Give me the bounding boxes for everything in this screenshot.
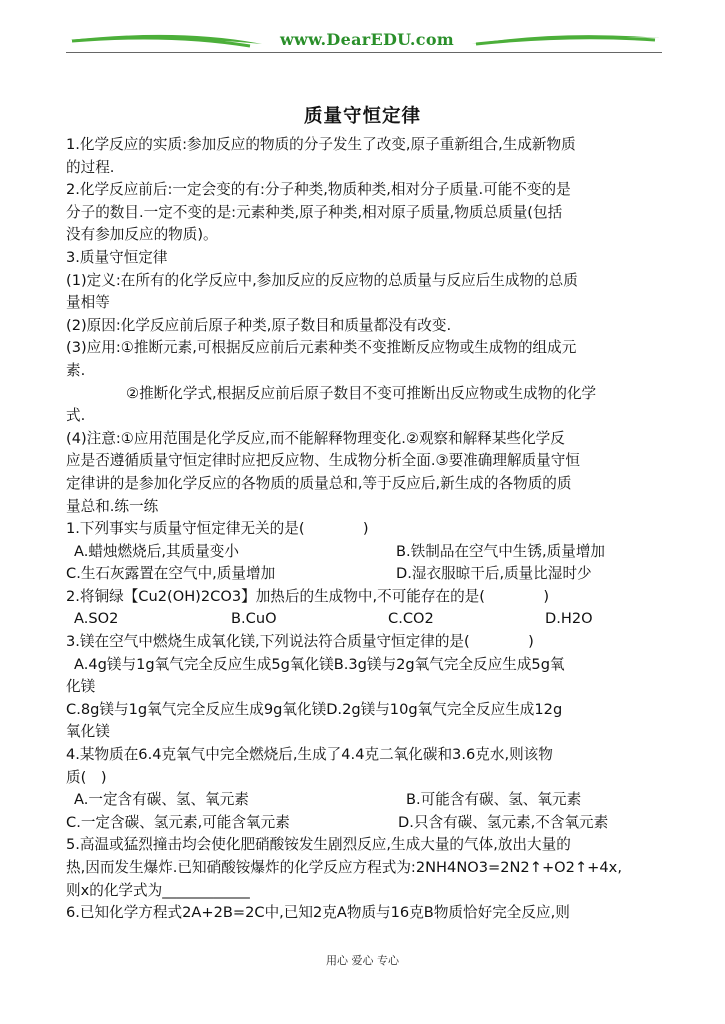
text-line: (1)定义:在所有的化学反应中,参加反应的反应物的总质量与反应后生成物的总质: [66, 271, 578, 289]
question-4-options: [66, 812, 666, 835]
text-line: 的过程.: [66, 158, 115, 176]
site-logo: www.DearEDU.com: [279, 30, 455, 49]
text-line: 3.质量守恒定律: [66, 248, 168, 266]
option-d: D.湿衣服晾干后,质量比湿时少: [396, 565, 592, 583]
question-3-options: A.4g镁与1g氧气完全反应生成5g氧化镁B.3g镁与2g氧气完全反应生成5g氧: [74, 655, 565, 673]
option-a: A.一定含有碳、氢、氧元素: [74, 791, 249, 809]
question-1: 1.下列事实与质量守恒定律无关的是( ): [66, 520, 369, 538]
text-line: 量总和.练一练: [66, 497, 159, 515]
option-a: A.蜡烛燃烧后,其质量变小: [74, 542, 239, 560]
question-1-options: [66, 563, 666, 586]
page-footer: 用心 爱心 专心: [326, 954, 399, 967]
question-2-options: [66, 608, 666, 631]
question-4: 4.某物质在6.4克氧气中完全燃烧后,生成了4.4克二氧化碳和3.6克水,则该物: [66, 746, 553, 764]
question-6: 6.已知化学方程式2A+2B=2C中,已知2克A物质与16克B物质恰好完全反应,则: [66, 904, 570, 922]
text-line: 热,因而发生爆炸.已知硝酸铵爆炸的化学反应方程式为:2NH4NO3=2N2↑+O2↑+4x,: [66, 859, 622, 876]
option-a: A.SO2: [74, 610, 119, 628]
text-line: 分子的数目.一定不变的是:元素种类,原子种类,相对原子质量,物质总质量(包括: [66, 203, 563, 221]
option-b: B.铁制品在空气中生锈,质量增加: [396, 542, 606, 560]
text-line: 式.: [66, 407, 86, 425]
option-d: D.只含有碳、氢元素,不含氧元素: [398, 813, 609, 831]
question-3: 3.镁在空气中燃烧生成氧化镁,下列说法符合质量守恒定律的是( ): [66, 633, 534, 651]
text-line: 应是否遵循质量守恒定律时应把反应物、生成物分析全面.③要准确理解质量守恒: [66, 452, 580, 470]
option-b: B.CuO: [231, 610, 277, 628]
question-2: 2.将铜绿【Cu2(OH)2CO3】加热后的生成物中,不可能存在的是( ): [66, 587, 550, 605]
question-1-options: [66, 541, 666, 564]
option-d: D.H2O: [545, 610, 593, 628]
text-line: (2)原因:化学反应前后原子种类,原子数目和质量都没有改变.: [66, 316, 452, 334]
text-line: 质( ): [66, 768, 107, 786]
text-line: 则x的化学式为____________: [66, 881, 250, 899]
text-line: ②推断化学式,根据反应前后原子数目不变可推断出反应物或生成物的化学: [126, 384, 597, 402]
text-line: 氧化镁: [66, 723, 110, 741]
text-line: 没有参加反应的物质)。: [66, 226, 218, 244]
text-line: (3)应用:①推断元素,可根据反应前后元素种类不变推断反应物或生成物的组成元: [66, 339, 577, 357]
text-line: 2.化学反应前后:一定会变的有:分子种类,物质种类,相对分子质量.可能不变的是: [66, 181, 571, 199]
page-header: [0, 0, 725, 60]
text-line: 化镁: [66, 678, 96, 696]
text-line: 定律讲的是参加化学反应的各物质的质量总和,等于反应后,新生成的各物质的质: [66, 474, 572, 492]
option-c: C.生石灰露置在空气中,质量增加: [66, 565, 276, 583]
question-4-options: [66, 789, 666, 812]
text-line: 量相等: [66, 294, 110, 312]
text-line: 1.化学反应的实质:参加反应的物质的分子发生了改变,原子重新组合,生成新物质: [66, 136, 576, 153]
text-line: (4)注意:①应用范围是化学反应,而不能解释物理变化.②观察和解释某些化学反: [66, 429, 565, 447]
option-c: C.CO2: [388, 610, 434, 628]
option-c: C.一定含碳、氢元素,可能含氧元素: [66, 813, 290, 831]
question-3-options: C.8g镁与1g氧气完全反应生成9g氧化镁D.2g镁与10g氧气完全反应生成12g: [66, 700, 563, 718]
text-line: 素.: [66, 361, 86, 379]
document-body: [66, 134, 666, 925]
page-title: 质量守恒定律: [303, 106, 421, 127]
question-5: 5.高温或猛烈撞击均会使化肥硝酸铵发生剧烈反应,生成大量的气体,放出大量的: [66, 836, 571, 854]
header-divider: [66, 52, 662, 53]
option-b: B.可能含有碳、氢、氧元素: [406, 791, 582, 809]
